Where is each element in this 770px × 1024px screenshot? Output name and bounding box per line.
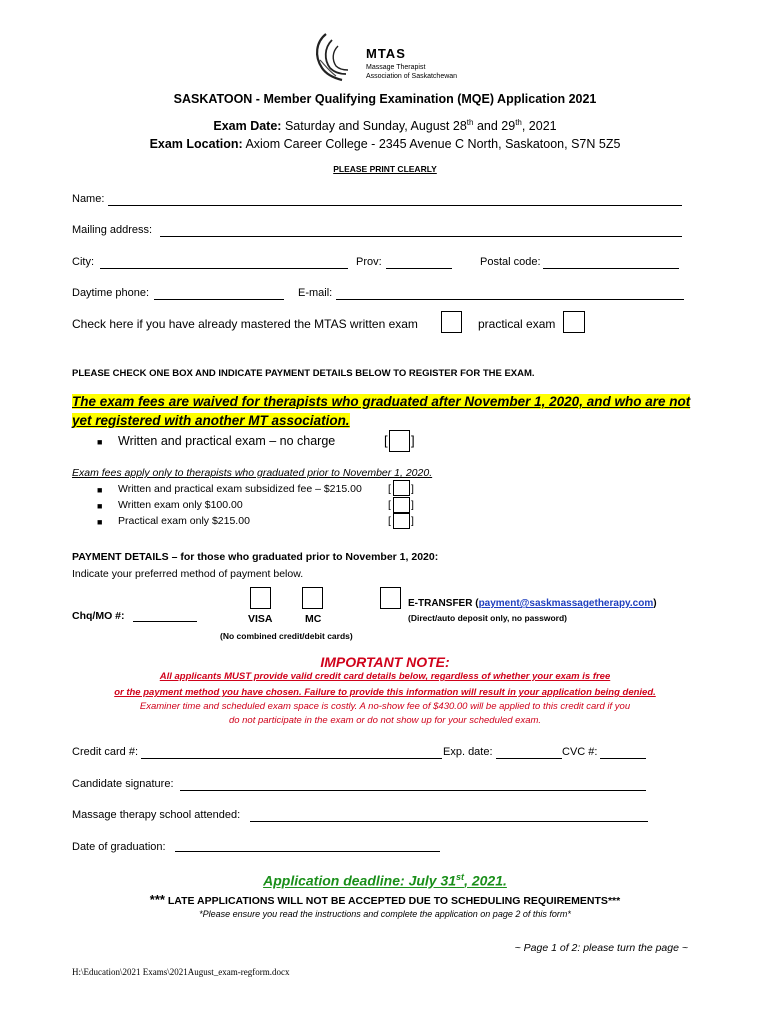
exam-location-value: Axiom Career College - 2345 Avenue C North, Saskatoon, S7N 5Z5 (245, 137, 621, 151)
city-field[interactable] (100, 268, 348, 269)
deadline-text-a: Application deadline: July 31 (263, 872, 457, 889)
ensure-note: *Please ensure you read the instructions and complete the application on page 2 of this form* (199, 909, 571, 919)
fee-bracket-close: ] (411, 515, 414, 527)
exam-date-value-c: , 2021 (521, 119, 557, 134)
important-line2: or the payment method you have chosen. Failure to provide this information will result in your application being denied. (114, 687, 656, 698)
cvc-label: CVC #: (562, 746, 598, 758)
print-clearly: PLEASE PRINT CLEARLY (333, 164, 437, 174)
file-path: H:\Education\2021 Exams\2021August_exam-regform.docx (72, 967, 290, 977)
page-title: SASKATOON - Member Qualifying Examination (MQE) Application 2021 (173, 92, 597, 106)
exam-date-value-a: Saturday and Sunday, August 28 (284, 119, 467, 134)
important-line1: All applicants MUST provide valid credit card details below, regardless of whether your exam is free (159, 671, 611, 682)
fee-bracket-open: [ (388, 483, 391, 495)
email-field[interactable] (336, 299, 684, 300)
waived-line1 (72, 394, 690, 409)
fee-bracket-open: [ (388, 499, 391, 511)
waived-line1-text: The exam fees are waived for therapists who graduated after November 1, 2020, and who are not (72, 394, 691, 409)
fee-option-3: Practical exam only $215.00 (118, 515, 250, 527)
mailing-field[interactable] (160, 236, 682, 237)
mastered-practical-text: practical exam (478, 317, 556, 331)
logo-line1: Massage Therapist (366, 64, 426, 71)
deadline-text-b: , 2021. (464, 872, 507, 889)
important-heading: IMPORTANT NOTE: (320, 654, 450, 670)
fee-bullet-icon: ■ (97, 517, 103, 527)
postal-field[interactable] (543, 268, 679, 269)
credit-card-label: Credit card #: (72, 746, 139, 758)
fee-bracket-close: ] (411, 499, 414, 511)
exam-location-label: Exam Location: (149, 137, 243, 151)
deadline-sup: st (456, 872, 465, 882)
exam-date (0, 118, 770, 133)
phone-field[interactable] (154, 299, 284, 300)
exam-location (0, 137, 770, 151)
signature-field[interactable] (180, 790, 646, 791)
page-number: ~ Page 1 of 2: please turn the page ~ (514, 942, 688, 954)
city-label: City: (72, 256, 94, 268)
mc-label: MC (305, 613, 322, 625)
school-label: Massage therapy school attended: (72, 809, 241, 821)
important-line4: do not participate in the exam or do not show up for your scheduled exam. (228, 715, 542, 726)
waived-close-bracket: ] (411, 433, 415, 448)
prov-field[interactable] (386, 268, 452, 269)
waived-line2 (72, 413, 350, 428)
important-line3: Examiner time and scheduled exam space is costly. A no-show fee of $430.00 will be applied to this credit card if you (139, 701, 631, 712)
chq-label: Chq/MO #: (72, 610, 125, 622)
etransfer-email-link[interactable]: payment@saskmassagetherapy.com (478, 598, 654, 609)
prov-label: Prov: (356, 256, 382, 268)
fees-intro: Exam fees apply only to therapists who graduated prior to November 1, 2020. (72, 467, 433, 479)
late-notice (0, 892, 770, 907)
credit-card-field[interactable] (141, 758, 442, 759)
mtas-hands-icon (312, 30, 354, 84)
etransfer-label-text: E-TRANSFER ( (408, 598, 479, 609)
payment-subheading: Indicate your preferred method of payment below. (72, 568, 304, 580)
visa-checkbox[interactable] (250, 587, 271, 609)
late-notice-text: LATE APPLICATIONS WILL NOT BE ACCEPTED DUE TO SCHEDULING REQUIREMENTS (167, 895, 608, 907)
fee-bullet-icon: ■ (97, 501, 103, 511)
waived-open-bracket: [ (384, 433, 388, 448)
postal-label: Postal code: (480, 256, 541, 268)
instructions: PLEASE CHECK ONE BOX AND INDICATE PAYMENT DETAILS BELOW TO REGISTER FOR THE EXAM. (72, 368, 535, 379)
fee-bracket-open: [ (388, 515, 391, 527)
fee-bullet-icon: ■ (97, 485, 103, 495)
exp-date-field[interactable] (496, 758, 562, 759)
email-label: E-mail: (298, 287, 333, 299)
logo-name: MTAS (366, 46, 406, 61)
mastered-text: Check here if you have already mastered the MTAS written exam (72, 317, 418, 331)
graduation-label: Date of graduation: (72, 841, 166, 853)
etransfer-label-close: ) (653, 598, 657, 609)
no-combined-note: (No combined credit/debit cards) (220, 631, 353, 641)
waived-bullet-icon: ■ (97, 437, 103, 447)
visa-label: VISA (248, 613, 273, 625)
late-stars-a: *** (149, 892, 165, 907)
fee-option-2-checkbox[interactable] (393, 497, 410, 513)
payment-heading: PAYMENT DETAILS – for those who graduated prior to November 1, 2020: (72, 551, 439, 563)
name-label: Name: (72, 193, 105, 205)
deadline (0, 872, 770, 889)
exam-date-value-b: and 29 (476, 119, 516, 134)
name-field[interactable] (108, 205, 682, 206)
mastered-practical-checkbox[interactable] (563, 311, 585, 333)
fee-option-3-checkbox[interactable] (393, 513, 410, 529)
etransfer-label (408, 598, 657, 609)
waived-line2-text: yet registered with another MT association. (72, 413, 350, 428)
exp-date-label: Exp. date: (443, 746, 493, 758)
mtas-logo (312, 30, 462, 84)
signature-label: Candidate signature: (72, 778, 174, 790)
cvc-field[interactable] (600, 758, 646, 759)
fee-option-1: Written and practical exam subsidized fee – $215.00 (118, 483, 362, 495)
fee-option-1-checkbox[interactable] (393, 480, 410, 496)
late-stars-b: *** (607, 895, 621, 907)
mastered-written-checkbox[interactable] (441, 311, 462, 333)
school-field[interactable] (250, 821, 648, 822)
etransfer-note: (Direct/auto deposit only, no password) (408, 613, 567, 623)
fee-bracket-close: ] (411, 483, 414, 495)
logo-line2: Association of Saskatchewan (366, 73, 458, 80)
chq-field[interactable] (133, 621, 197, 622)
fee-option-2: Written exam only $100.00 (118, 499, 243, 511)
waived-option-checkbox[interactable] (389, 430, 410, 452)
phone-label: Daytime phone: (72, 287, 150, 299)
exam-date-sup-b: th (515, 118, 522, 127)
etransfer-checkbox[interactable] (380, 587, 401, 609)
exam-date-sup-a: th (466, 118, 474, 127)
mailing-label: Mailing address: (72, 224, 153, 236)
waived-option-label: Written and practical exam – no charge (118, 434, 336, 448)
exam-date-label: Exam Date: (213, 119, 282, 134)
mc-checkbox[interactable] (302, 587, 323, 609)
graduation-field[interactable] (175, 851, 440, 852)
